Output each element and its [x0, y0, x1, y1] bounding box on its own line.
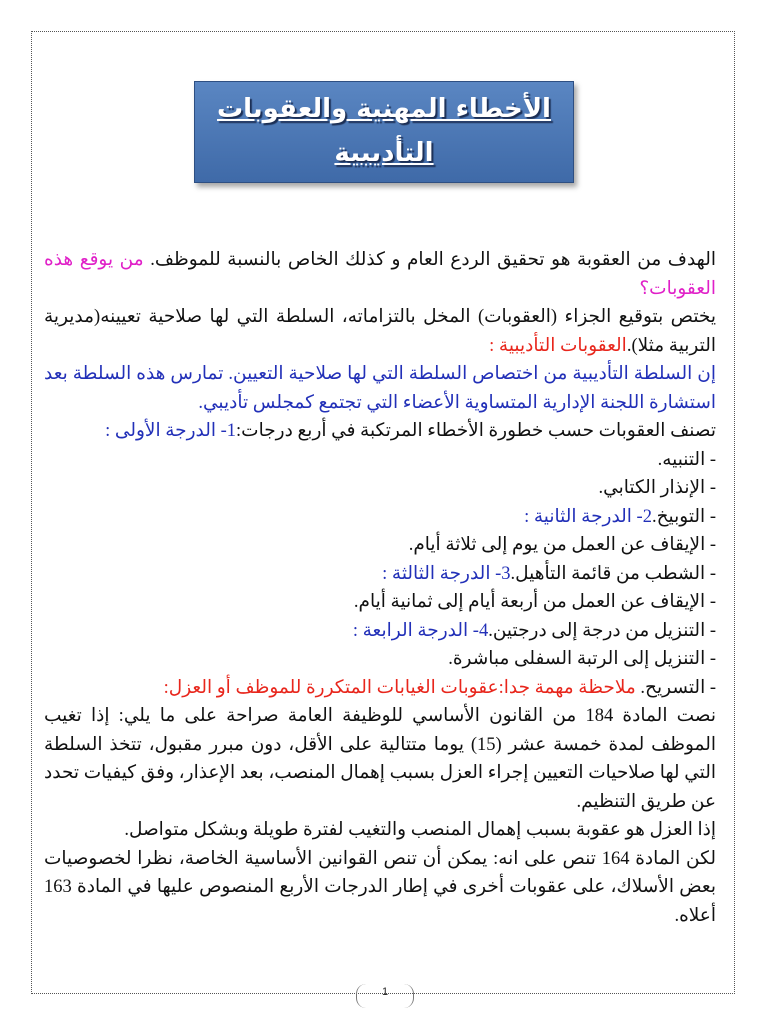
degree-1-heading: 1- الدرجة الأولى : [105, 421, 237, 441]
paragraph-classification [44, 417, 716, 446]
item-text: - الشطب من قائمة التأهيل. [510, 563, 716, 584]
list-item: - التنزيل إلى الرتبة السفلى مباشرة. [448, 649, 716, 669]
degree-2-heading: 2- الدرجة الثانية : [524, 506, 652, 527]
title-line-2: التأديبية [334, 138, 434, 168]
list-item: - التنبيه. [657, 449, 716, 470]
paragraph-authority [44, 303, 716, 360]
document-body [44, 246, 716, 930]
paragraph-article-164: لكن المادة 164 تنص على انه: يمكن أن تنص القوانين الأساسية الخاصة، نظرا لخصوصيات بعض الأسلاك، على عقوبات أخرى في إطار الدرجات الأربع المنصوص عليها في المادة 163 أعلاه. [44, 848, 716, 926]
item-text: - التنزيل من درجة إلى درجتين. [488, 620, 716, 641]
list-item: - الإيقاف عن العمل من أربعة أيام إلى ثمانية أيام. [353, 592, 716, 612]
list-item [44, 503, 716, 532]
list-item: - الإيقاف عن العمل من يوم إلى ثلاثة أيام. [408, 535, 716, 555]
item-text: - التوبيخ. [651, 506, 716, 527]
page-number: 1 [381, 986, 389, 998]
title-line-1: الأخطاء المهنية والعقوبات [217, 94, 551, 124]
paragraph-article-184: نصت المادة 184 من القانون الأساسي للوظيفة العامة صراحة على ما يلي: إذا تغيب الموظف لمدة خمسة عشر (15) يوما متتالية على الأقل، دون مبرر مقبول، تتخذ السلطة التي لها صلاحيات التعيين إجراء العزل بسبب إهمال المنصب، بعد الإعذار، وفق كيفيات تحدد عن طريق التنظيم. [44, 706, 716, 812]
list-item: - الإنذار الكتابي. [598, 478, 716, 498]
paragraph-dismissal: إذا العزل هو عقوبة بسبب إهمال المنصب والتغيب لفترة طويلة وبشكل متواصل. [124, 820, 716, 840]
classification-text: تصنف العقوبات حسب خطورة الأخطاء المرتكبة في أربع درجات: [236, 421, 716, 441]
list-item [44, 617, 716, 646]
list-item [44, 674, 716, 703]
paragraph-disciplinary-power: إن السلطة التأديبية من اختصاص السلطة التي لها صلاحية التعيين. تمارس هذه السلطة بعد استشارة اللجنة الإدارية المتساوية الأعضاء التي تجتمع كمجلس تأديبي. [44, 364, 716, 413]
paragraph-purpose [44, 246, 716, 303]
heading-disciplinary-penalties: العقوبات التأديبية : [489, 335, 627, 356]
purpose-text: الهدف من العقوبة هو تحقيق الردع العام و كذلك الخاص بالنسبة للموظف. [143, 250, 716, 270]
item-text: - التسريح. [635, 677, 716, 698]
authority-text: يختص بتوقيع الجزاء (العقوبات) المخل بالتزاماته، السلطة التي لها صلاحية تعيينه(مديرية التربية مثلا). [44, 307, 716, 356]
degree-3-heading: 3- الدرجة الثالثة : [382, 563, 511, 584]
important-note-heading: ملاحظة مهمة جدا:عقوبات الغيابات المتكررة للموظف أو العزل: [163, 677, 636, 698]
question-who-imposes: من يوقع هذه العقوبات؟ [44, 250, 716, 299]
title-banner [194, 81, 574, 183]
degree-4-heading: 4- الدرجة الرابعة : [352, 620, 489, 641]
list-item [44, 560, 716, 589]
